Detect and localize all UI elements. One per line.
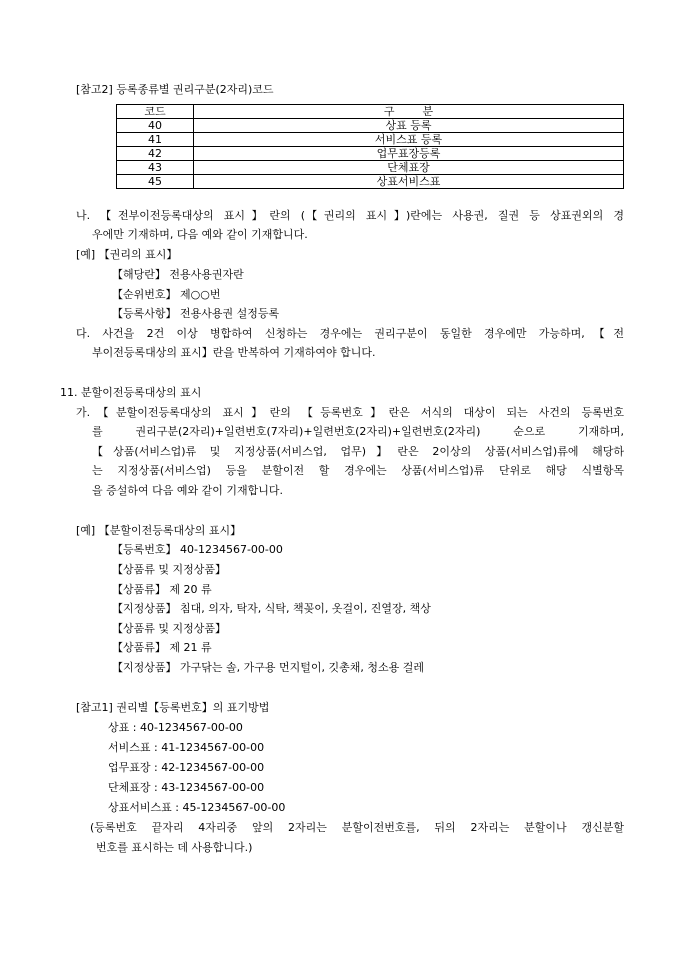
table-cell-code: 41 bbox=[117, 133, 194, 147]
item-da-line1: 다. 사건을 2건 이상 병합하여 신청하는 경우에는 권리구분이 동일한 경우에만 가능하며,【전 bbox=[76, 327, 624, 340]
example1-line: 【등록사항】 전용사용권 설정등록 bbox=[112, 307, 280, 320]
section11-ga-line: 가.【분할이전등록대상의 표시】란의 【등록번호】란은 서식의 대상이 되는 사건의 등록번호 bbox=[76, 406, 624, 419]
table-cell-category: 상표서비스표 bbox=[194, 175, 624, 189]
table-row bbox=[117, 161, 624, 175]
section11-ga-line: 를 권리구분(2자리)+일련번호(7자리)+일련번호(2자리)+일련번호(2자리) 순으로 기재하며, bbox=[92, 425, 624, 438]
example2-label: [예] 【분할이전등록대상의 표시】 bbox=[76, 524, 242, 537]
registration-format-line: 단체표장 : 43-1234567-00-00 bbox=[108, 781, 265, 794]
table-row bbox=[117, 119, 624, 133]
section11-ga-line: 는 지정상품(서비스업) 등을 분할이전 할 경우에는 상품(서비스업)류 단위로 해당 식별항목 bbox=[92, 464, 624, 477]
section11-title: 11. 분할이전등록대상의 표시 bbox=[60, 386, 202, 399]
table-cell-category: 상표 등록 bbox=[194, 119, 624, 133]
item-na-line2: 우에만 기재하며, 다음 예와 같이 기재합니다. bbox=[92, 228, 308, 241]
example2-line: 【상품류 및 지정상품】 bbox=[112, 622, 227, 635]
table-cell-category: 서비스표 등록 bbox=[194, 133, 624, 147]
registration-format-line: 상표 : 40-1234567-00-00 bbox=[108, 721, 243, 734]
reference1-heading: [참고1] 권리별【등록번호】의 표기방법 bbox=[76, 701, 270, 714]
reference1-note-line2: 번호를 표시하는 데 사용합니다.) bbox=[96, 841, 253, 854]
example2-line: 【상품류 및 지정상품】 bbox=[112, 563, 227, 576]
example2-line: 【상품류】 제 20 류 bbox=[112, 583, 212, 596]
example2-line: 【상품류】 제 21 류 bbox=[112, 641, 212, 654]
table-cell-code: 45 bbox=[117, 175, 194, 189]
example1-line: 【해당란】 전용사용권자란 bbox=[112, 268, 244, 281]
example1-label: [예] 【권리의 표시】 bbox=[76, 248, 178, 261]
table-cell-code: 42 bbox=[117, 147, 194, 161]
column-header-code: 코드 bbox=[117, 105, 194, 119]
table-cell-code: 43 bbox=[117, 161, 194, 175]
registration-format-line: 업무표장 : 42-1234567-00-00 bbox=[108, 761, 265, 774]
example2-line: 【등록번호】 40-1234567-00-00 bbox=[112, 543, 283, 556]
table-cell-category: 단체표장 bbox=[194, 161, 624, 175]
table-cell-code: 40 bbox=[117, 119, 194, 133]
reference1-note-line1: (등록번호 끝자리 4자리중 앞의 2자리는 분할이전번호를, 뒤의 2자리는 분할이나 갱신분할 bbox=[90, 821, 624, 834]
item-da-line2: 부이전등록대상의 표시】란을 반복하여 기재하여야 합니다. bbox=[92, 346, 376, 359]
example2-line: 【지정상품】 침대, 의자, 탁자, 식탁, 책꽂이, 옷걸이, 진열장, 책상 bbox=[112, 602, 431, 615]
item-na-line1: 나. 【전부이전등록대상의 표시】란의 (【권리의 표시】)란에는 사용권, 질권 등 상표권외의 경 bbox=[76, 209, 624, 222]
section11-ga-line: 【상품(서비스업)류 및 지정상품(서비스업, 업무)】란은 2이상의 상품(서비스업)류에 해당하 bbox=[92, 445, 624, 458]
example1-line: 【순위번호】 제○○번 bbox=[112, 288, 221, 301]
table-row bbox=[117, 175, 624, 189]
registration-format-line: 상표서비스표 : 45-1234567-00-00 bbox=[108, 801, 286, 814]
registration-format-line: 서비스표 : 41-1234567-00-00 bbox=[108, 741, 265, 754]
table-cell-category: 업무표장등록 bbox=[194, 147, 624, 161]
section11-ga-line: 을 증설하여 다음 예와 같이 기재합니다. bbox=[92, 484, 283, 497]
column-header-category: 구 분 bbox=[194, 105, 624, 119]
table-header-row bbox=[117, 105, 624, 119]
example2-line: 【지정상품】 가구닦는 솔, 가구용 먼지털이, 깃총채, 청소용 걸레 bbox=[112, 661, 424, 674]
table-row bbox=[117, 147, 624, 161]
rights-code-table bbox=[116, 104, 624, 189]
reference2-heading: [참고2] 등록종류별 권리구분(2자리)코드 bbox=[76, 83, 274, 96]
table-row bbox=[117, 133, 624, 147]
